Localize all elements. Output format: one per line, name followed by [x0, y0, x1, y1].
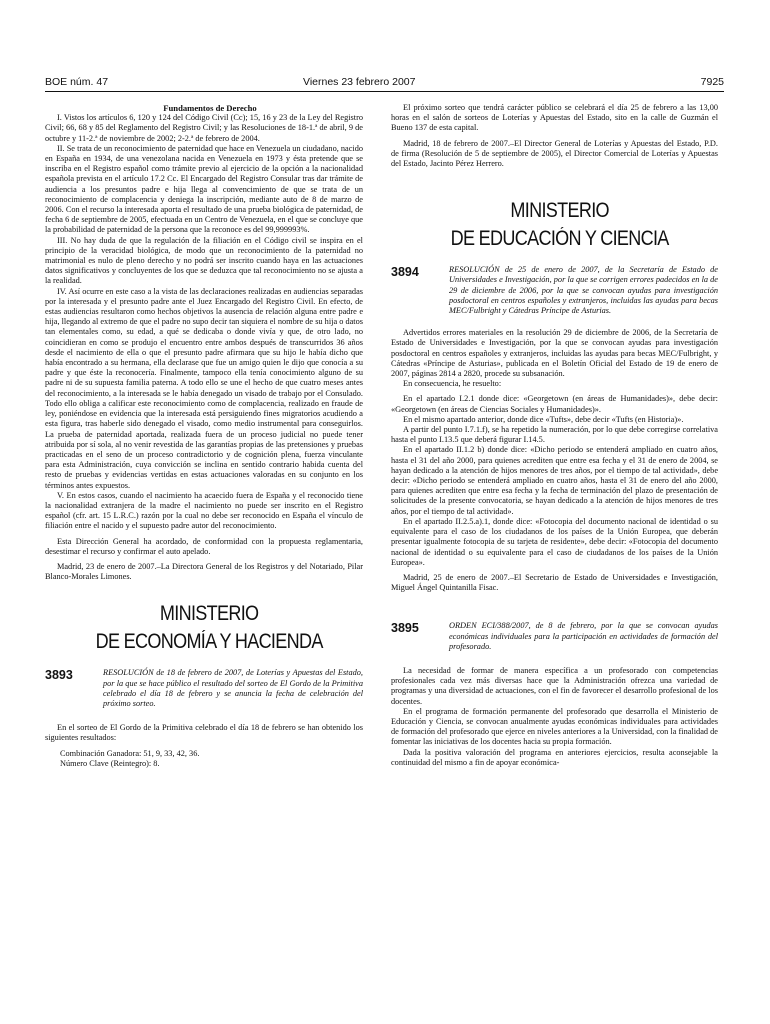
conclusion: Esta Dirección General ha acordado, de conformidad con la propuesta reglamentaria, desestimar el recurso y confirmar el auto apelado.: [45, 536, 363, 556]
next-draw: El próximo sorteo que tendrá carácter público se celebrará el día 25 de febrero a las 13,00 horas en el salón de sorteos de Loterías y Apuestas del Estado, sito en la calle de Guzmán el Bueno 137 de esta capital.: [391, 103, 718, 133]
correction-1: En el apartado I.2.1 donde dice: «Georgetown (en áreas de Humanidades)», debe decir: «Georgetown (en áreas de Ciencias Sociales y Humanidades)».: [391, 394, 718, 414]
page-header: [45, 76, 724, 88]
entry-summary: ORDEN ECI/388/2007, de 8 de febrero, por la que se convocan ayudas económicas individuales para la participación en actividades de formación del profesorado.: [449, 621, 718, 651]
paragraph-ii: II. Se trata de un reconocimiento de paternidad que hace en Venezuela un ciudadano, nacido en España en 1934, de una venezolana nacida en Venezuela en 1973 y ésta pretende que se inscriba en el Registro español como trámite previo al ejercicio de la opción a la nacionalidad española prevista en el artículo 17.2 Cc. El Encargado del Registro Consular tras dar trámite de audiencia a los presuntos padre e hija llega al convencimiento de que se trata de un reconocimiento de complacencia y deniega la inscripción, mediante auto de 8 de marzo de 2006. Con el recurso la interesada aporta el resultado de una prueba biológica de paternidad, de fecha 6 de septiembre de 2005, efectuada en un Centro de Venezuela, en el que se concluye que la probabilidad de paternidad de la persona que la reconoce es del 99,999993%.: [45, 143, 363, 235]
consequence: En consecuencia, he resuelto:: [403, 379, 502, 389]
draw-intro: En el sorteo de El Gordo de la Primitiva celebrado el día 18 de febrero se han obtenido los siguientes resultados:: [45, 723, 363, 743]
entry-number: 3894: [391, 265, 419, 280]
header-rule: [45, 91, 724, 92]
right-column: [391, 103, 718, 768]
entry-number: 3893: [45, 668, 73, 683]
publication-date: Viernes 23 febrero 2007: [303, 76, 416, 88]
entry-3894: [391, 265, 718, 316]
order-paragraph-2: En el programa de formación permanente del profesorado que desarrolla el Ministerio de Educación y Ciencia, se convocan anualmente ayudas económicas individuales para actividades de formación del profesorado que ejerce en niveles anteriores a la Universidad, con la finalidad de fomentar las iniciativas de los docentes hacia su propia formación.: [391, 706, 718, 747]
errata-intro: Advertidos errores materiales en la resolución 29 de diciembre de 2006, de la Secretaría de Estado de Universidades e Investigación, por la que se convocan ayudas para investigación posdoctoral en centros españoles y extranjeros, incluidas las ayudas para becas MEC/Fulbright, y Cátedras «Príncipe de Asturias», publicada en el Boletín Oficial del Estado de 19 de enero de 2007, páginas 2814 a 2820, procede su subsanación.: [391, 328, 718, 379]
ministry-title-line2: DE ECONOMÍA Y HACIENDA: [95, 630, 323, 654]
ministry-title-line1: MINISTERIO: [159, 602, 259, 626]
paragraph-iii: III. No hay duda de que la regulación de la filiación en el Código civil se inspira en el principio de la veracidad biológica, de modo que un reconocimiento de la paternidad no matrimonial es nulo de pleno derecho y no podrá ser inscrito cuando haya en las actuaciones datos significativos y concluyentes de los que se deduzca que tal reconocimiento no se ajusta a la realidad.: [45, 235, 363, 286]
paragraph-i: I. Vistos los artículos 6, 120 y 124 del Código Civil (Cc); 15, 16 y 23 de la Ley del Registro Civil; 66, 68 y 85 del Reglamento del Registro Civil; y las Resoluciones de 18-1.ª de abril, 9 de octubre y 11-2.ª de noviembre de 2002; 2-2.ª de febrero de 2004.: [45, 113, 363, 143]
paragraph-v: V. En estos casos, cuando el nacimiento ha acaecido fuera de España y el reconocido tiene la nacionalidad extranjera de la madre el nacimiento no puede ser inscrito en el Registro español (cfr. art. 15 L.R.C.) razón por la cual no debe ser reconocido en España el vínculo de filiación entre el nacido y el supuesto padre autor del reconocimiento.: [45, 490, 363, 531]
correction-5: En el apartado II.2.5.a).1, donde dice: «Fotocopia del documento nacional de identidad o su equivalente para el caso de los ciudadanos de los países de la Unión Europea, que deberán presentar igualmente fotocopia de su tarjeta de residente», debe decir: «Fotocopia del documento nacional de identidad o su equivalente para el caso de ciudadanos de los países de la Unión Europea».: [391, 516, 718, 567]
bulletin-number: BOE núm. 47: [45, 76, 109, 88]
ministry-title-line1: MINISTERIO: [510, 199, 609, 223]
page-number: 7925: [700, 76, 724, 88]
entry-3893: [45, 668, 363, 709]
signature-lottery: Madrid, 18 de febrero de 2007.–El Director General de Loterías y Apuestas del Estado, P.D. de firma (Resolución de 5 de septiembre de 2005), el Director Comercial de Loterías y Apuestas del Estado, Jacinto Pérez Herrero.: [391, 138, 718, 169]
signature: Madrid, 23 de enero de 2007.–La Directora General de los Registros y del Notariado, Pilar Blanco-Morales Limones.: [45, 561, 363, 582]
paragraph-iv: IV. Así ocurre en este caso a la vista de las declaraciones realizadas en audiencias separadas por la interesada y el presunto padre ante el Juez Encargado del Registro Civil. En efecto, de estas audiencias resultaron como hechos objetivos la ausencia de relación alguna entre padre e hija, llegando al extremo de que el padre no supo decir tan siquiera el nombre de su hija o datos tan elementales como, su edad, a qué se dedicaba o donde vivía y que, de otro lado, no coincidieran en como se produjo el encuentro entre ambos después de transcurridos 36 años desde el nacimiento de ella o que el presunto padre afirmara que su hijo le había dicho que había encontrado a su hermana, ella declarase que fue un amigo quien le dijo que conocía a su padre y que éste la reconocería. Finalmente, tampoco ella tenía conocimiento alguno de su padre ni de su supuesta familia paterna. A todo ello se une el hecho de que cuatro meses antes del reconocimiento, a la interesada se le había denegado un visado de trabajo por el Consulado. Todo ello obliga a calificar este reconocimiento como de complacencia, realizado en fraude de ley, poniéndose en evidencia que la interesada está persiguiendo fines migratorios acudiendo a esta figura, tras haberle sido denegado el visado, como medio instrumental para conseguirlos. La prueba de paternidad aportada, realizada fuera de un proceso judicial no puede tener atribuida por sí sola, al no venir revestida de las garantías propias de las pretensiones y pruebas practicadas en el seno de un proceso contradictorio y de cognición plena, fuerza vinculante para esta Administración, cuya convicción se inclina en sentido contrario habida cuenta del resto de pruebas y evidencias vertidas en estas actuaciones valoradas en su conjunto en los términos antes expuestos.: [45, 286, 363, 490]
correction-3: A partir del punto I.7.1.f), se ha repetido la numeración, por lo que debe corregirse correlativa hasta el punto I.13.5 que deberá figurar I.14.5.: [391, 425, 718, 445]
signature-education: Madrid, 25 de enero de 2007.–El Secretario de Estado de Universidades e Investigación, Miguel Ángel Quintanilla Fisac.: [391, 572, 718, 593]
winning-combination: Combinación Ganadora: 51, 9, 33, 42, 36.: [60, 748, 200, 758]
ministry-title-line2: DE EDUCACIÓN Y CIENCIA: [450, 227, 669, 251]
correction-4: En el apartado II.1.2 b) donde dice: «Dicho periodo se entenderá ampliado en cuatro años, hasta el 31 del año 2000, para quienes acrediten que entre esa fecha y el 31 de enero de 2004, se hayan dedicado a la atención de hijos menores de tres años, por el tiempo de tal actividad», debe decir: «Dicho periodo se entenderá ampliado en cuatro años, hasta el 31 de enero del año 2000, para quienes acrediten que entre esa fecha y la fecha de terminación del plazo de presentación de solicitudes de la presente convocatoria, se hayan dedicado a la atención de hijos menores de tres años, por el tiempo de tal actividad».: [391, 445, 718, 516]
order-paragraph-1: La necesidad de formar de manera específica a un profesorado con competencias profesionales cada vez más diversas hace que la Administración ofrezca una variedad de programas y una diversidad de actuaciones, con el fin de favorecer el desarrollo profesional de los docentes.: [391, 665, 718, 706]
key-number: Número Clave (Reintegro): 8.: [60, 758, 160, 768]
entry-summary: RESOLUCIÓN de 25 de enero de 2007, de la Secretaría de Estado de Universidades e Investigación, por la que se corrigen errores padecidos en la de 29 de diciembre de 2006, por la que se convocan ayudas para investigación posdoctoral en centros españoles y extranjeros, incluidas las ayudas para becas MEC/Fulbright y Cátedras Príncipe de Asturias.: [449, 265, 718, 316]
entry-number: 3895: [391, 621, 419, 636]
entry-3895: [391, 621, 718, 652]
section-heading: Fundamentos de Derecho: [163, 103, 257, 113]
left-column: [45, 103, 363, 769]
entry-summary: RESOLUCIÓN de 18 de febrero de 2007, de Loterías y Apuestas del Estado, por la que se hace público el resultado del sorteo de El Gordo de la Primitiva celebrado el día 18 de febrero y se anuncia la fecha de celebración del próximo sorteo.: [103, 668, 363, 708]
correction-2: En el mismo apartado anterior, donde dice «Tufts», debe decir «Tufts (en Historia)».: [403, 414, 684, 424]
order-paragraph-3: Dada la positiva valoración del programa en anteriores ejercicios, resulta aconsejable la continuidad del mismo a fin de apoyar económica-: [391, 747, 718, 767]
